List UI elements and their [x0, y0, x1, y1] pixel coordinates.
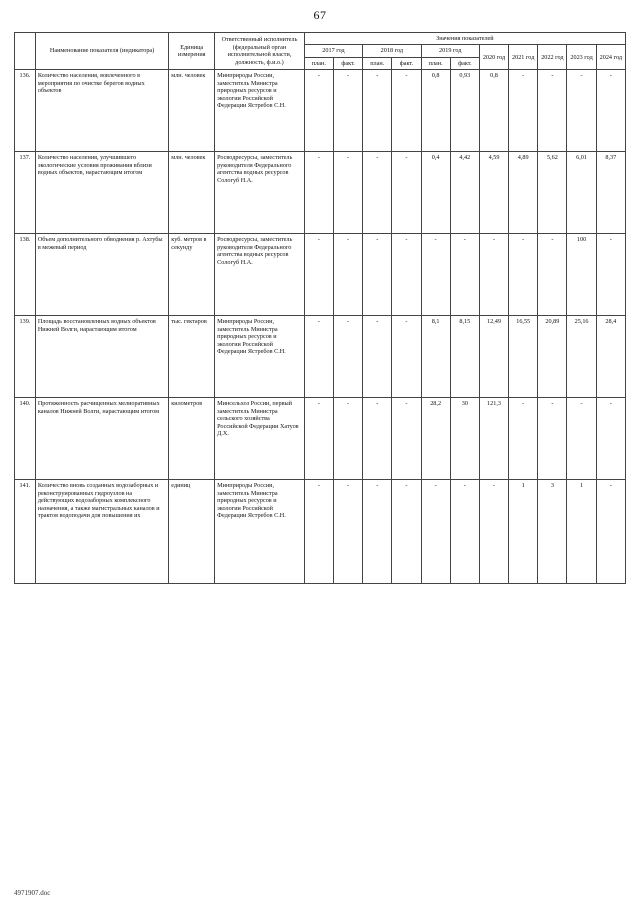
value-2018-plan: - — [363, 234, 392, 316]
value-2018-plan: - — [363, 398, 392, 480]
row-number: 139. — [15, 316, 36, 398]
value-2017-fact: - — [333, 316, 362, 398]
header-year-2019: 2019 год — [421, 45, 479, 57]
value-2020: - — [479, 234, 508, 316]
responsible-cell: Минприроды России, заместитель Министра природных ресурсов и экологии Российской Федерации Ястребов С.Н. — [215, 316, 305, 398]
value-2023: 1 — [567, 480, 596, 584]
indicator-name: Объем дополнительного обводнения р. Ахтубы в межевый период — [35, 234, 168, 316]
value-2023: - — [567, 70, 596, 152]
value-2020: 121,3 — [479, 398, 508, 480]
value-2019-fact: 4,42 — [450, 152, 479, 234]
value-2018-fact: - — [392, 398, 421, 480]
value-2019-fact: - — [450, 480, 479, 584]
value-2018-fact: - — [392, 316, 421, 398]
value-2021: 1 — [509, 480, 538, 584]
value-2019-plan: 28,2 — [421, 398, 450, 480]
value-2017-fact: - — [333, 480, 362, 584]
value-2019-plan: - — [421, 480, 450, 584]
value-2023: 6,01 — [567, 152, 596, 234]
value-2017-plan: - — [304, 234, 333, 316]
header-responsible: Ответственный исполнитель (федеральный орган исполнительной власти, должность, ф.и.о.) — [215, 33, 305, 70]
table-row — [15, 152, 626, 234]
value-2018-fact: - — [392, 152, 421, 234]
row-number: 140. — [15, 398, 36, 480]
value-2019-fact: 8,15 — [450, 316, 479, 398]
value-2024: 28,4 — [596, 316, 625, 398]
value-2024: - — [596, 70, 625, 152]
value-2018-plan: - — [363, 480, 392, 584]
header-fact: факт. — [333, 57, 362, 69]
table-row — [15, 316, 626, 398]
header-fact: факт. — [450, 57, 479, 69]
header-year-2024: 2024 год — [596, 45, 625, 70]
responsible-cell: Минприроды России, заместитель Министра природных ресурсов и экологии Российской Федерации Ястребов С.Н. — [215, 70, 305, 152]
header-year-2023: 2023 год — [567, 45, 596, 70]
value-2021: - — [509, 70, 538, 152]
value-2019-plan: 0,8 — [421, 70, 450, 152]
value-2021: 4,89 — [509, 152, 538, 234]
value-2017-plan: - — [304, 316, 333, 398]
table-header — [15, 33, 626, 70]
value-2020: 0,8 — [479, 70, 508, 152]
value-2020: 4,59 — [479, 152, 508, 234]
table-body — [15, 70, 626, 584]
value-2021: - — [509, 398, 538, 480]
table-row — [15, 234, 626, 316]
indicator-name: Количество населения, вовлеченного в мероприятия по очистке берегов водных объектов — [35, 70, 168, 152]
value-2017-plan: - — [304, 70, 333, 152]
header-unit: Единица измерения — [169, 33, 215, 70]
value-2018-plan: - — [363, 70, 392, 152]
value-2017-plan: - — [304, 152, 333, 234]
value-2022: - — [538, 398, 567, 480]
row-number: 137. — [15, 152, 36, 234]
responsible-cell: Минприроды России, заместитель Министра природных ресурсов и экологии Российской Федерации Ястребов С.Н. — [215, 480, 305, 584]
header-year-2022: 2022 год — [538, 45, 567, 70]
table-row — [15, 70, 626, 152]
value-2019-fact: - — [450, 234, 479, 316]
value-2017-plan: - — [304, 398, 333, 480]
value-2022: 5,62 — [538, 152, 567, 234]
row-number: 136. — [15, 70, 36, 152]
table-row — [15, 480, 626, 584]
value-2024: - — [596, 234, 625, 316]
header-number — [15, 33, 36, 70]
header-year-2017: 2017 год — [304, 45, 362, 57]
value-2017-plan: - — [304, 480, 333, 584]
value-2019-fact: 0,93 — [450, 70, 479, 152]
unit-cell: километров — [169, 398, 215, 480]
row-number: 138. — [15, 234, 36, 316]
value-2022: - — [538, 70, 567, 152]
value-2018-plan: - — [363, 316, 392, 398]
value-2023: - — [567, 398, 596, 480]
unit-cell: единиц — [169, 480, 215, 584]
header-plan: план. — [363, 57, 392, 69]
row-number: 141. — [15, 480, 36, 584]
indicator-name: Количество населения, улучшившего экологические условия проживания вблизи водных объектов, нарастающим итогом — [35, 152, 168, 234]
value-2018-plan: - — [363, 152, 392, 234]
value-2019-fact: 30 — [450, 398, 479, 480]
page-number: 67 — [313, 8, 327, 22]
value-2020: 12,49 — [479, 316, 508, 398]
indicator-name: Протяженность расчищенных мелиоративных каналов Нижней Волги, нарастающим итогом — [35, 398, 168, 480]
header-year-2020: 2020 год — [479, 45, 508, 70]
value-2022: - — [538, 234, 567, 316]
value-2017-fact: - — [333, 152, 362, 234]
header-name: Наименование показателя (индикатора) — [35, 33, 168, 70]
header-fact: факт. — [392, 57, 421, 69]
value-2017-fact: - — [333, 70, 362, 152]
value-2017-fact: - — [333, 234, 362, 316]
value-2021: 16,55 — [509, 316, 538, 398]
value-2020: - — [479, 480, 508, 584]
header-plan: план. — [304, 57, 333, 69]
value-2019-plan: 0,4 — [421, 152, 450, 234]
value-2023: 25,16 — [567, 316, 596, 398]
value-2023: 100 — [567, 234, 596, 316]
value-2018-fact: - — [392, 480, 421, 584]
value-2024: 8,37 — [596, 152, 625, 234]
value-2019-plan: - — [421, 234, 450, 316]
unit-cell: млн. человек — [169, 152, 215, 234]
responsible-cell: Росводресурсы, заместитель руководителя Федерального агентства водных ресурсов Сологуб Н.А. — [215, 234, 305, 316]
value-2018-fact: - — [392, 234, 421, 316]
unit-cell: куб. метров в секунду — [169, 234, 215, 316]
value-2022: 3 — [538, 480, 567, 584]
header-year-2018: 2018 год — [363, 45, 421, 57]
value-2017-fact: - — [333, 398, 362, 480]
table-row — [15, 398, 626, 480]
header-year-2021: 2021 год — [509, 45, 538, 70]
value-2018-fact: - — [392, 70, 421, 152]
responsible-cell: Минсельхоз России, первый заместитель Министра сельского хозяйства Российской Федерации Хатуов Д.Х. — [215, 398, 305, 480]
indicator-name: Площадь восстановленных водных объектов Нижней Волги, нарастающим итогом — [35, 316, 168, 398]
header-values-group: Значения показателей — [304, 33, 625, 45]
value-2024: - — [596, 480, 625, 584]
unit-cell: млн. человек — [169, 70, 215, 152]
value-2019-plan: 8,1 — [421, 316, 450, 398]
unit-cell: тыс. гектаров — [169, 316, 215, 398]
value-2022: 20,89 — [538, 316, 567, 398]
value-2021: - — [509, 234, 538, 316]
value-2024: - — [596, 398, 625, 480]
responsible-cell: Росводресурсы, заместитель руководителя Федерального агентства водных ресурсов Сологуб Н.А. — [215, 152, 305, 234]
header-plan: план. — [421, 57, 450, 69]
indicator-name: Количество вновь созданных водозаборных и реконструированных гидроузлов на действующих водозаборных комплексного назначения, а также магистральных каналов и трактов водоподачи для повышения их — [35, 480, 168, 584]
indicator-table — [14, 32, 626, 584]
document-footer: 4971907.doc — [14, 889, 51, 897]
